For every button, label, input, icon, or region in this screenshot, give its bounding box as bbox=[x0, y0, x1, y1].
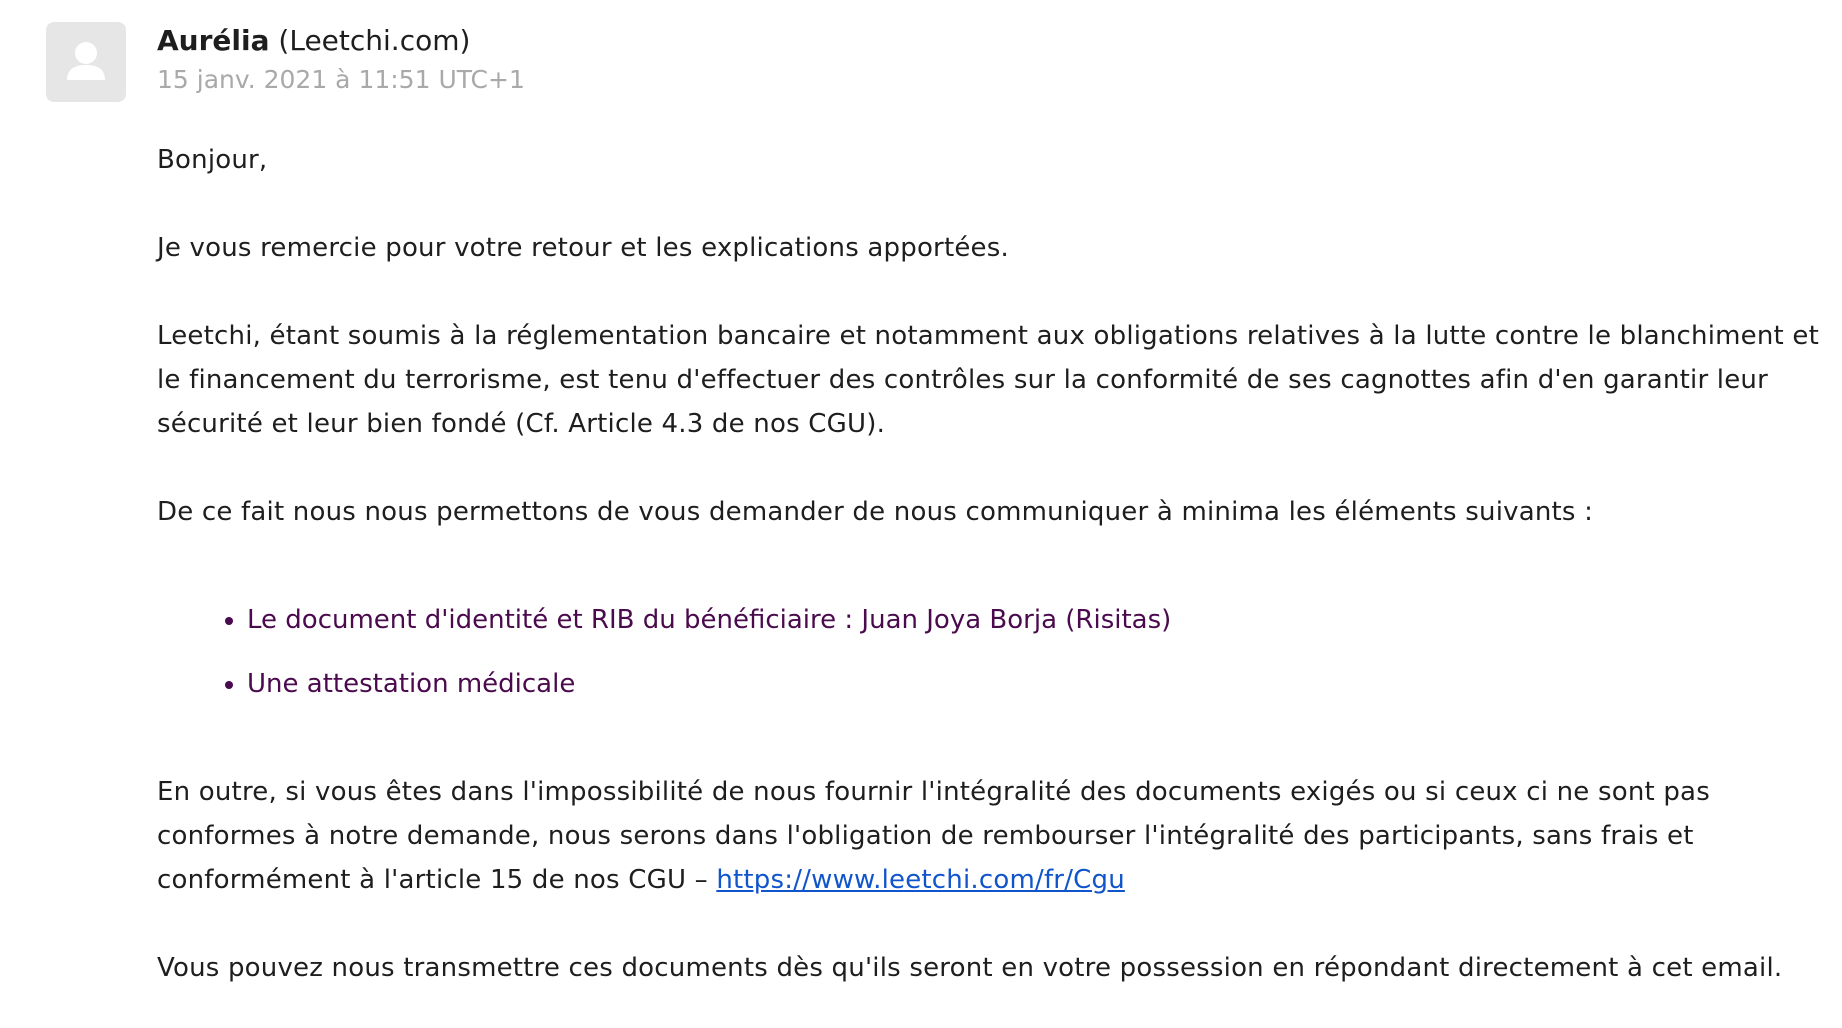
greeting: Bonjour, bbox=[157, 145, 268, 175]
list-item: • Une attestation médicale bbox=[247, 662, 1837, 706]
paragraph-refund bbox=[157, 770, 1837, 902]
cgu-link[interactable]: https://www.leetchi.com/fr/Cgu bbox=[716, 865, 1125, 895]
message-body bbox=[157, 138, 1837, 1028]
user-silhouette-icon bbox=[46, 22, 126, 102]
paragraph-regulation: Leetchi, étant soumis à la réglementation bancaire et notamment aux obligations relatives à la lutte contre le blanchiment et le financement du terrorisme, est tenu d'effectuer des contrôles sur la conformité de ses cagnottes afin d'en garantir leur sécurité et leur bien fondé (Cf. Article 4.3 de nos CGU). bbox=[157, 321, 1819, 439]
paragraph-transmit: Vous pouvez nous transmettre ces documents dès qu'ils seront en votre possession en répondant directement à cet email. bbox=[157, 953, 1783, 983]
list-item: • Le document d'identité et RIB du bénéficiaire : Juan Joya Borja (Risitas) bbox=[247, 598, 1837, 642]
paragraph-thanks: Je vous remercie pour votre retour et les explications apportées. bbox=[157, 233, 1009, 263]
sender-line bbox=[157, 20, 525, 62]
sender-org: (Leetchi.com) bbox=[278, 24, 471, 57]
sender-name[interactable]: Aurélia bbox=[157, 24, 270, 57]
sender-avatar[interactable] bbox=[46, 22, 126, 102]
required-documents-list bbox=[157, 598, 1837, 706]
paragraph-request: De ce fait nous nous permettons de vous demander de nous communiquer à minima les éléments suivants : bbox=[157, 497, 1594, 527]
message-header bbox=[157, 20, 525, 98]
refund-text: En outre, si vous êtes dans l'impossibilité de nous fournir l'intégralité des documents exigés ou si ceux ci ne sont pas conformes à notre demande, nous serons dans l'obligation de rembourser l'intégralité des participants, sans frais et conformément à l'article 15 de nos CGU – bbox=[157, 777, 1710, 895]
message-timestamp: 15 janv. 2021 à 11:51 UTC+1 bbox=[157, 65, 525, 94]
